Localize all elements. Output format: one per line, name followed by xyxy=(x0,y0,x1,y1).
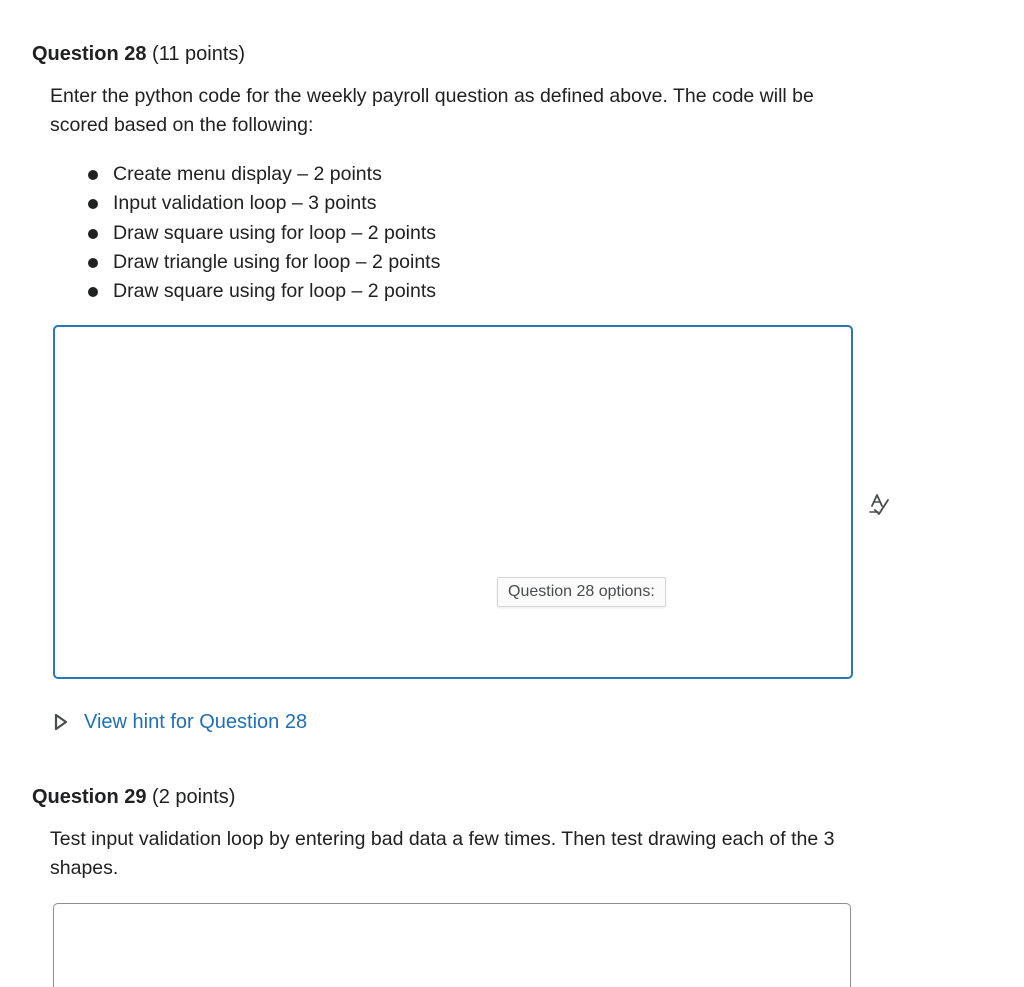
criteria-item xyxy=(50,219,440,248)
criteria-text: Create menu display – 2 points xyxy=(113,163,382,185)
criteria-item xyxy=(50,277,440,306)
bullet-icon xyxy=(88,199,98,209)
question-29-answer-input[interactable] xyxy=(53,903,851,987)
question-29-title xyxy=(32,784,235,810)
bullet-icon xyxy=(88,258,98,268)
question-29-prompt: Test input validation loop by entering bad data a few times. Then test drawing each of the 3 shapes. xyxy=(50,828,835,879)
question-29-points: (2 points) xyxy=(152,786,236,808)
criteria-item xyxy=(50,248,440,277)
criteria-text: Draw triangle using for loop – 2 points xyxy=(113,250,441,273)
question-28-title xyxy=(32,41,245,67)
question-28-prompt: Enter the python code for the weekly payroll question as defined above. The code will be scored based on the following: xyxy=(50,85,814,136)
criteria-text: Draw square using for loop – 2 points xyxy=(113,221,437,244)
criteria-item xyxy=(50,160,440,189)
bullet-icon xyxy=(88,170,98,180)
criteria-item xyxy=(50,189,440,218)
question-29-number: Question 29 xyxy=(32,786,147,808)
question-28-answer-input[interactable] xyxy=(53,325,853,679)
criteria-text: Draw square using for loop – 2 points xyxy=(113,280,437,303)
spellcheck-icon[interactable] xyxy=(866,491,892,517)
criteria-text: Input validation loop – 3 points xyxy=(113,192,377,215)
question-28-options-tooltip[interactable]: Question 28 options: xyxy=(497,577,666,607)
question-28-prompt-container xyxy=(50,82,850,140)
question-29-prompt-container xyxy=(50,825,850,883)
question-28-number: Question 28 xyxy=(32,43,147,65)
question-28-criteria-list xyxy=(50,160,440,306)
view-hint-toggle[interactable] xyxy=(53,708,307,736)
bullet-icon xyxy=(88,229,98,239)
bullet-icon xyxy=(88,287,98,297)
question-28-points: (11 points) xyxy=(152,43,246,65)
view-hint-link[interactable]: View hint for Question 28 xyxy=(84,710,308,733)
triangle-right-icon xyxy=(53,712,69,732)
